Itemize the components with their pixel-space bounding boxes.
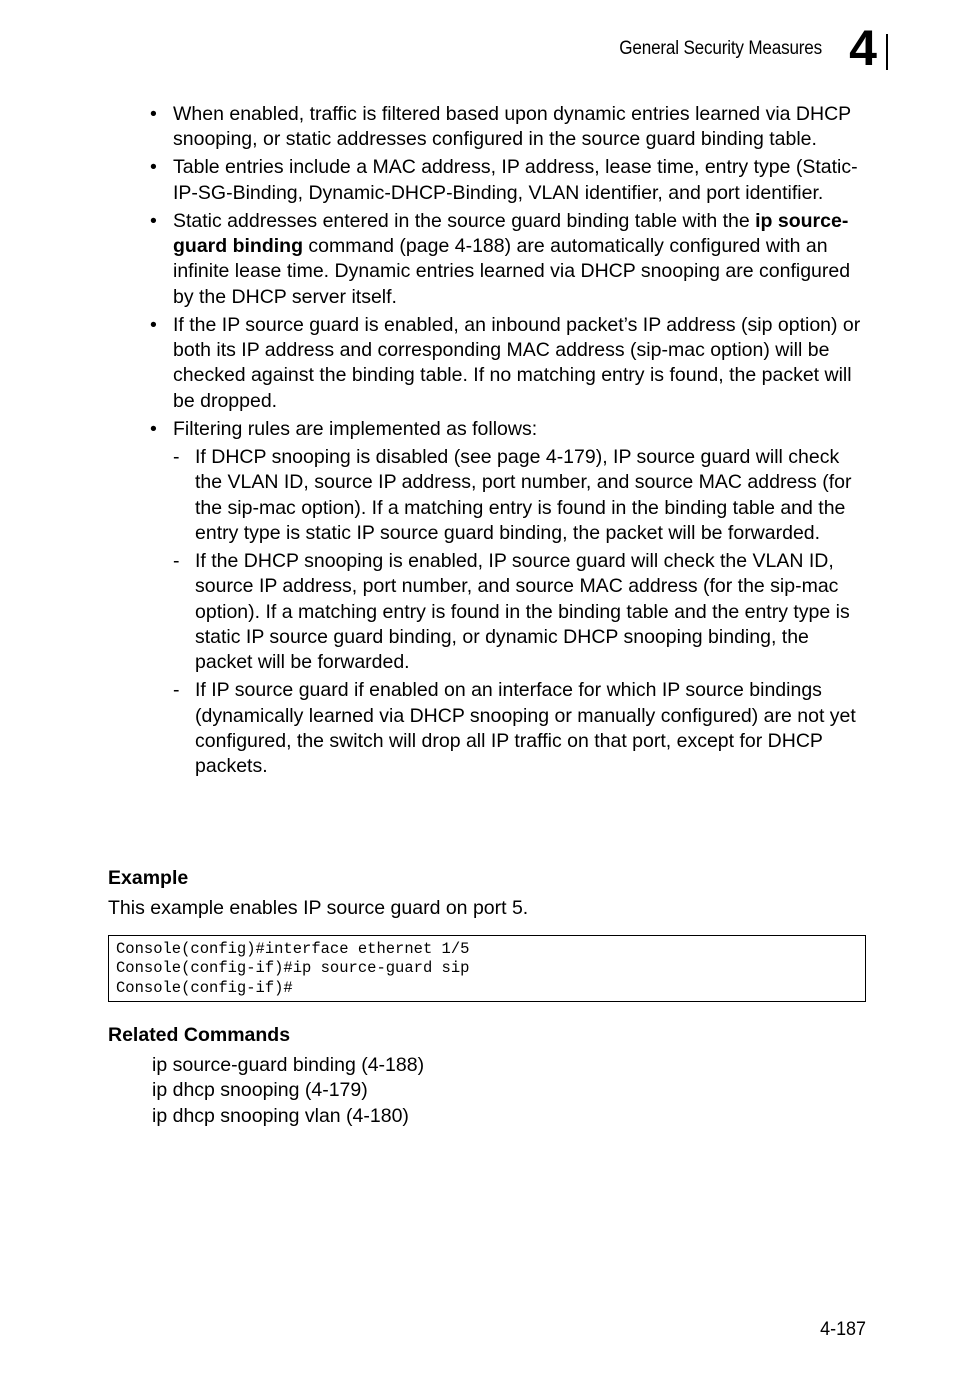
sub-list (173, 445, 870, 779)
related-command: ip dhcp snooping (4-179) (152, 1079, 368, 1101)
related-command: ip dhcp snooping vlan (4-180) (152, 1105, 409, 1127)
bullet-item (150, 417, 870, 780)
bullet-mark: • (150, 209, 157, 232)
sub-item-text: If the DHCP snooping is enabled, IP source guard will check the VLAN ID, source IP address, port number, and source MAC address (for the sip-mac option). If a matching entry is found in the binding table and the entry type is static IP source guard binding, or dynamic DHCP snooping binding, the packet will be forwarded. (195, 550, 850, 674)
example-text: This example enables IP source guard on port 5. (108, 897, 529, 919)
bullet-text: When enabled, traffic is filtered based upon dynamic entries learned via DHCP snooping, or static addresses configured in the source guard binding table. (173, 103, 851, 151)
bullet-text: Table entries include a MAC address, IP address, lease time, entry type (Static-IP-SG-Binding, Dynamic-DHCP-Binding, VLAN identifier, and port identifier. (173, 156, 858, 204)
chapter-number: 4 (849, 20, 877, 76)
sub-item (173, 549, 870, 675)
bullet-mark: • (150, 103, 157, 125)
sub-item (173, 678, 870, 779)
example-heading: Example (108, 867, 189, 889)
bullet-mark: • (150, 313, 157, 336)
chapter-marker (842, 20, 886, 76)
bullet-text-post: command (page 4-188) are automatically configured with an infinite lease time. Dynamic entries learned via DHCP snooping are configured by the DHCP server itself. (173, 235, 851, 308)
bullet-item (150, 313, 870, 414)
chapter-rule (886, 34, 888, 70)
sub-item-text: If IP source guard if enabled on an interface for which IP source bindings (dynamically learned via DHCP snooping or manually configured) are not yet configured, the switch will drop all IP traffic on that port, except for DHCP packets. (195, 679, 856, 778)
page-number: 4-187 (820, 1318, 866, 1340)
sub-item (173, 445, 870, 546)
bullet-mark: • (150, 156, 157, 179)
code-line: Console(config)#interface ethernet 1/5 (116, 940, 470, 958)
sub-item-text: If DHCP snooping is disabled (see page 4-179), IP source guard will check the VLAN ID, source IP address, port number, and source MAC address (for the sip-mac option). If a matching entry is found in the binding table and the entry type is static IP source guard binding, the packet will be forwarded. (195, 446, 852, 544)
bullet-mark: • (150, 417, 157, 440)
bullet-item (150, 209, 870, 310)
bullet-text: If the IP source guard is enabled, an inbound packet’s IP address (sip option) or both its IP address and corresponding MAC address (sip-mac option) will be checked against the binding table. If no matching entry is found, the packet will be dropped. (173, 313, 861, 412)
code-line: Console(config-if)# (116, 979, 293, 997)
command-name: ip source-guard binding (173, 209, 849, 258)
related-commands-heading: Related Commands (108, 1024, 291, 1046)
related-command: ip source-guard binding (4-188) (152, 1054, 425, 1076)
bullet-list (150, 102, 870, 782)
dash-mark: - (173, 550, 180, 573)
code-line: Console(config-if)#ip source-guard sip (116, 959, 470, 977)
dash-mark: - (173, 679, 180, 702)
bullet-item (150, 155, 870, 206)
bullet-text: Filtering rules are implemented as follows: (173, 417, 538, 440)
code-block (108, 935, 866, 1002)
dash-mark: - (173, 446, 180, 469)
bullet-text-pre: Static addresses entered in the source guard binding table with the (173, 209, 756, 232)
bullet-item (150, 102, 870, 153)
running-header-title: General Security Measures (619, 38, 822, 59)
